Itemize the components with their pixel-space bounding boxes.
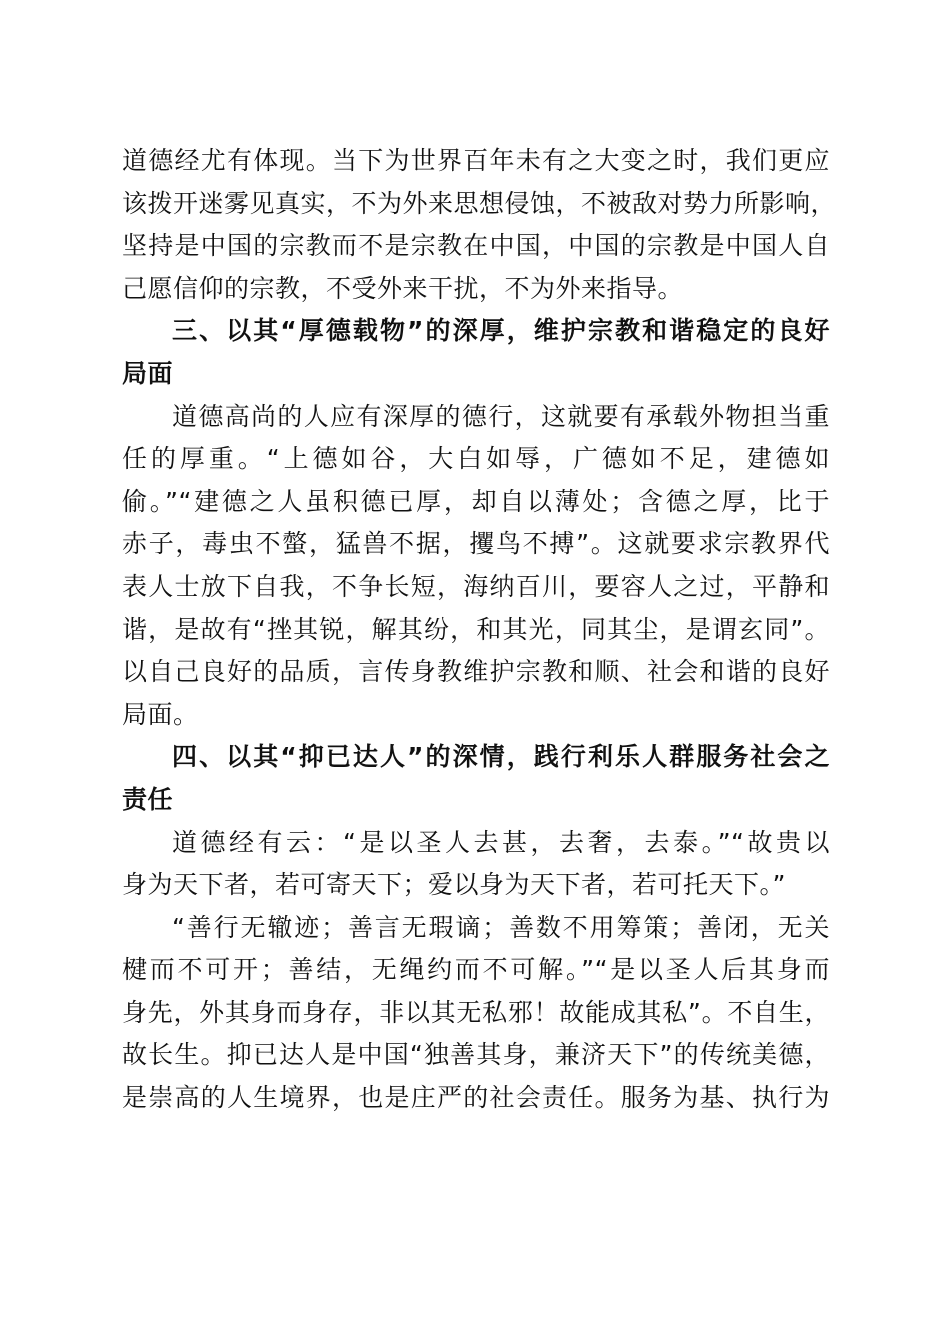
text-line: 道德经有云：“是以圣人去甚，去奢，去泰。”“故贵以	[172, 827, 830, 857]
text-line: 道德经尤有体现。当下为世界百年未有之大变之时，我们更应	[122, 146, 830, 175]
text-line: 是崇高的人生境界，也是庄严的社会责任。服务为基、执行为	[122, 1083, 830, 1113]
paragraph	[122, 907, 830, 1120]
text-line: “善行无辙迹；善言无瑕谪；善数不用筹策；善闭，无关	[172, 912, 830, 942]
paragraph	[122, 396, 830, 737]
text-line: 以自己良好的品质，言传身教维护宗教和顺、社会和谐的良好	[122, 657, 830, 687]
heading-line: 局面	[122, 358, 174, 388]
text-line: 局面。	[122, 699, 199, 729]
text-line: 身为天下者，若可寄天下；爱以身为天下者，若可托天下。”	[122, 870, 786, 900]
paragraph	[122, 822, 830, 907]
text-line: 楗而不可开；善结，无绳约而不可解。”“是以圣人后其身而	[122, 955, 830, 985]
section-heading-4	[122, 736, 830, 821]
text-line: 身先，外其身而身存，非以其无私邪！故能成其私”。不自生，	[122, 997, 830, 1027]
text-line: 道德高尚的人应有深厚的德行，这就要有承载外物担当重	[172, 401, 830, 431]
heading-line: 三、以其“厚德载物”的深厚，维护宗教和谐稳定的良好	[172, 316, 830, 346]
text-line: 该拨开迷雾见真实，不为外来思想侵蚀，不被敌对势力所影响，	[122, 188, 837, 218]
text-line: 己愿信仰的宗教，不受外来干扰，不为外来指导。	[122, 273, 684, 303]
section-heading-3	[122, 310, 830, 395]
text-line: 赤子，毒虫不螫，猛兽不据，攫鸟不搏”。这就要求宗教界代	[122, 529, 830, 559]
text-line: 表人士放下自我，不争长短，海纳百川，要容人之过，平静和	[122, 571, 830, 601]
heading-line: 四、以其“抑已达人”的深情，践行利乐人群服务社会之	[172, 742, 830, 772]
text-line: 坚持是中国的宗教而不是宗教在中国，中国的宗教是中国人自	[122, 231, 830, 261]
document-body	[122, 140, 837, 1120]
paragraph	[122, 140, 837, 310]
text-line: 偷。”“建德之人虽积德已厚，却自以薄处；含德之厚，比于	[122, 486, 830, 516]
text-line: 谐，是故有“挫其锐，解其纷，和其光，同其尘，是谓玄同”。	[122, 614, 830, 644]
text-line: 任的厚重。“上德如谷，大白如辱，广德如不足，建德如	[122, 444, 830, 474]
heading-line: 责任	[122, 784, 174, 814]
text-line: 故长生。抑已达人是中国“独善其身，兼济天下”的传统美德，	[122, 1040, 830, 1070]
